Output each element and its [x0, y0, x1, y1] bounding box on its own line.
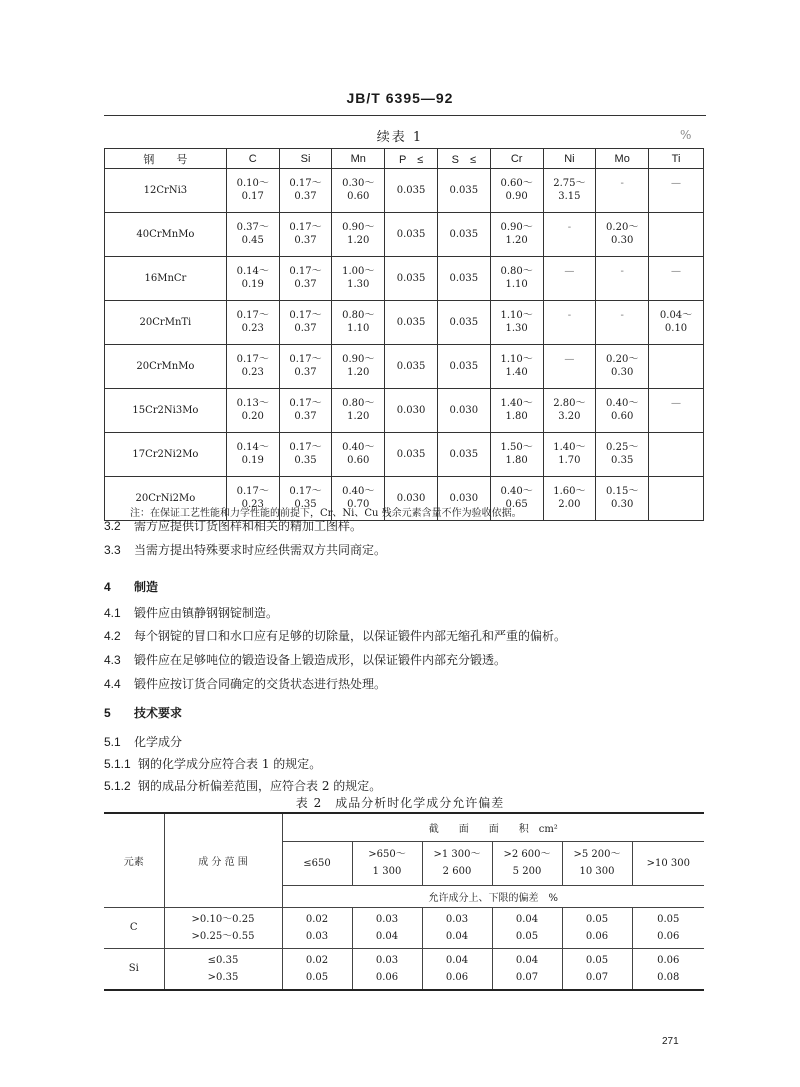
clause-text: 当需方提出特殊要求时应经供需双方共同商定。 [134, 543, 387, 557]
tolerance-values [352, 907, 422, 948]
table1-col-header: P ≤ [385, 149, 438, 169]
clause [104, 733, 182, 750]
value-ni-max [543, 234, 596, 257]
value-cr-max: 1.40 [490, 366, 543, 389]
value-mn-min: 0.80～ [332, 389, 385, 411]
value-mo-min: - [596, 301, 649, 323]
table1-col-header: Ti [649, 149, 704, 169]
value-ti-max [649, 234, 704, 257]
value-mn-max: 1.20 [332, 234, 385, 257]
area-range-header [422, 841, 492, 885]
value-p: 0.030 [385, 477, 438, 521]
value-si-min: 0.17～ [279, 169, 332, 191]
table1-col-header: Mn [332, 149, 385, 169]
value-s: 0.030 [437, 389, 490, 433]
value-ti-max [649, 498, 704, 521]
steel-grade: 12CrNi3 [105, 169, 227, 213]
value-cr-max: 0.90 [490, 190, 543, 213]
value-ni-min: - [543, 301, 596, 323]
value-ti-min: — [649, 257, 704, 279]
area-range-header [282, 841, 352, 885]
value-s: 0.030 [437, 477, 490, 521]
value-c-max: 0.23 [226, 498, 279, 521]
area-range-from: ≤650 [303, 857, 331, 869]
value-si-max: 0.37 [279, 322, 332, 345]
value-s: 0.035 [437, 301, 490, 345]
value-c-min: 0.37～ [226, 213, 279, 235]
value-c-min: 0.10～ [226, 169, 279, 191]
clause-number: 4.1 [104, 606, 121, 620]
value-si-max: 0.37 [279, 366, 332, 389]
tolerance-value: 0.04 [515, 954, 539, 966]
composition-ranges [164, 907, 282, 948]
value-ti-max [649, 190, 704, 213]
clause-text: 制造 [134, 580, 159, 594]
clause-text: 锻件应在足够吨位的锻造设备上锻造成形，以保证锻件内部充分锻透。 [134, 653, 507, 667]
table1-row [105, 389, 704, 411]
tolerance-value: 0.07 [515, 971, 539, 983]
composition-table [104, 148, 704, 521]
tolerance-row [104, 948, 704, 990]
tolerance-row [104, 907, 704, 948]
clause-number: 5.1.2 [104, 779, 131, 793]
area-range-to: 1 300 [372, 866, 402, 877]
value-si-min: 0.17～ [279, 389, 332, 411]
value-mn-max: 1.20 [332, 366, 385, 389]
table1-col-header: Mo [596, 149, 649, 169]
clause-number: 3.2 [104, 519, 121, 533]
value-cr-max: 1.80 [490, 454, 543, 477]
area-range-from: >10 300 [646, 857, 690, 869]
value-mo-max [596, 278, 649, 301]
steel-grade: 16MnCr [105, 257, 227, 301]
value-ni-min: 2.75～ [543, 169, 596, 191]
tolerance-values [632, 948, 704, 990]
tolerance-values [422, 907, 492, 948]
table1-row [105, 213, 704, 235]
area-range-from: >2 600～ [503, 849, 551, 860]
value-c-max: 0.19 [226, 278, 279, 301]
element-symbol: Si [104, 948, 164, 990]
value-ti-min: — [649, 389, 704, 411]
clause-text: 化学成分 [134, 735, 183, 749]
value-c-max: 0.23 [226, 366, 279, 389]
composition-range: >0.10～0.25 [191, 913, 255, 925]
value-si-min: 0.17～ [279, 433, 332, 455]
deviation-header: 允许成分上、下限的偏差 % [282, 885, 704, 907]
tolerance-value: 0.03 [305, 930, 329, 942]
value-si-max: 0.37 [279, 278, 332, 301]
value-c-min: 0.14～ [226, 257, 279, 279]
tolerance-value: 0.05 [585, 913, 609, 925]
tolerance-value: 0.06 [657, 930, 680, 942]
clause [104, 517, 362, 534]
value-s: 0.035 [437, 169, 490, 213]
value-mn-max: 1.30 [332, 278, 385, 301]
tolerance-values [492, 948, 562, 990]
tolerance-value: 0.04 [445, 954, 469, 966]
value-mn-max: 1.10 [332, 322, 385, 345]
value-si-min: 0.17～ [279, 477, 332, 499]
value-ti-min [649, 213, 704, 235]
value-si-max: 0.37 [279, 234, 332, 257]
element-header: 元素 [104, 813, 164, 907]
clause [104, 651, 506, 668]
tolerance-values [282, 948, 352, 990]
value-c-min: 0.17～ [226, 301, 279, 323]
value-c-max: 0.45 [226, 234, 279, 257]
value-cr-min: 1.10～ [490, 301, 543, 323]
tolerance-table [104, 812, 704, 991]
value-ti-min: 0.04～ [649, 301, 704, 323]
value-s: 0.035 [437, 433, 490, 477]
value-mo-max: 0.30 [596, 234, 649, 257]
value-p: 0.035 [385, 257, 438, 301]
value-s: 0.035 [437, 257, 490, 301]
table1-row [105, 301, 704, 323]
clause [104, 604, 278, 621]
value-cr-min: 1.50～ [490, 433, 543, 455]
tolerance-values [352, 948, 422, 990]
clause-number: 4 [104, 580, 111, 594]
clause [104, 675, 386, 692]
composition-ranges [164, 948, 282, 990]
value-ti-min [649, 345, 704, 367]
value-p: 0.035 [385, 345, 438, 389]
value-c-max: 0.17 [226, 190, 279, 213]
clause [104, 777, 381, 794]
value-si-max: 0.37 [279, 190, 332, 213]
tolerance-value: 0.03 [375, 954, 399, 966]
area-range-from: >650～ [368, 849, 406, 860]
clause-text: 钢的成品分析偏差范围，应符合表 2 的规定。 [138, 779, 382, 793]
clause-text: 技术要求 [134, 706, 183, 720]
value-mn-min: 0.30～ [332, 169, 385, 191]
composition-range: ≤0.35 [207, 954, 239, 966]
value-mo-min: 0.20～ [596, 345, 649, 367]
steel-grade: 40CrMnMo [105, 213, 227, 257]
tolerance-values [632, 907, 704, 948]
value-si-max: 0.35 [279, 454, 332, 477]
value-mn-min: 0.90～ [332, 213, 385, 235]
value-ti-min [649, 433, 704, 455]
value-c-min: 0.17～ [226, 477, 279, 499]
table1-row [105, 345, 704, 367]
value-cr-max: 1.30 [490, 322, 543, 345]
value-ti-min: — [649, 169, 704, 191]
tolerance-value: 0.06 [445, 971, 469, 983]
table1-row [105, 257, 704, 279]
clause-text: 锻件应按订货合同确定的交货状态进行热处理。 [134, 677, 387, 691]
tolerance-value: 0.08 [657, 971, 680, 983]
value-mo-min: 0.25～ [596, 433, 649, 455]
value-mo-min: 0.40～ [596, 389, 649, 411]
value-ni-min: 1.60～ [543, 477, 596, 499]
value-c-min: 0.17～ [226, 345, 279, 367]
range-header: 成 分 范 围 [164, 813, 282, 907]
table1-col-header: S ≤ [437, 149, 490, 169]
clause-text: 每个钢锭的冒口和水口应有足够的切除量，以保证锻件内部无缩孔和严重的偏析。 [134, 629, 567, 643]
value-mo-max [596, 190, 649, 213]
value-ni-max: 3.20 [543, 410, 596, 433]
value-ti-max [649, 454, 704, 477]
clause-number: 4.4 [104, 677, 121, 691]
steel-grade: 20CrMnMo [105, 345, 227, 389]
value-mo-max: 0.30 [596, 498, 649, 521]
tolerance-value: 0.04 [375, 930, 399, 942]
value-ni-max [543, 366, 596, 389]
area-range-header [352, 841, 422, 885]
value-ni-min: 2.80～ [543, 389, 596, 411]
value-mo-max: 0.60 [596, 410, 649, 433]
table1-row [105, 477, 704, 499]
tolerance-value: 0.06 [585, 930, 609, 942]
table1-unit: % [680, 128, 692, 142]
clause [104, 541, 386, 558]
steel-grade: 17Cr2Ni2Mo [105, 433, 227, 477]
table1-col-header: Si [279, 149, 332, 169]
clause-number: 4.2 [104, 629, 121, 643]
area-range-to: 2 600 [442, 866, 472, 877]
value-cr-max: 1.80 [490, 410, 543, 433]
value-mn-max: 1.20 [332, 410, 385, 433]
value-ni-max: 3.15 [543, 190, 596, 213]
value-c-min: 0.13～ [226, 389, 279, 411]
value-p: 0.035 [385, 213, 438, 257]
value-mo-min: 0.20～ [596, 213, 649, 235]
tolerance-values [492, 907, 562, 948]
value-cr-min: 0.90～ [490, 213, 543, 235]
value-mn-max: 0.60 [332, 454, 385, 477]
tolerance-value: 0.05 [585, 954, 609, 966]
value-c-max: 0.23 [226, 322, 279, 345]
value-si-min: 0.17～ [279, 345, 332, 367]
tolerance-value: 0.05 [515, 930, 539, 942]
clause-number: 5.1.1 [104, 757, 131, 771]
table1-note: 注：在保证工艺性能和力学性能的前提下，Cr、Ni、Cu 残余元素含量不作为验收依据。 [130, 508, 522, 519]
tolerance-values [562, 907, 632, 948]
tolerance-value: 0.06 [375, 971, 399, 983]
value-mn-max: 0.70 [332, 498, 385, 521]
value-mn-min: 0.90～ [332, 345, 385, 367]
tolerance-value: 0.03 [375, 913, 399, 925]
value-cr-min: 0.80～ [490, 257, 543, 279]
value-cr-min: 1.40～ [490, 389, 543, 411]
value-cr-min: 0.40～ [490, 477, 543, 499]
value-ni-min: 1.40～ [543, 433, 596, 455]
value-mn-min: 0.40～ [332, 433, 385, 455]
tolerance-value: 0.04 [515, 913, 539, 925]
value-ni-min: - [543, 213, 596, 235]
clause-number: 3.3 [104, 543, 121, 557]
value-cr-max: 1.20 [490, 234, 543, 257]
steel-grade: 20CrNi2Mo [105, 477, 227, 521]
value-mn-min: 0.80～ [332, 301, 385, 323]
standard-header: JB/T 6395—92 [346, 90, 454, 106]
value-ni-min: — [543, 257, 596, 279]
value-si-min: 0.17～ [279, 257, 332, 279]
value-c-max: 0.20 [226, 410, 279, 433]
clause [104, 704, 182, 721]
value-ti-min [649, 477, 704, 499]
value-mn-min: 0.40～ [332, 477, 385, 499]
area-range-to: 5 200 [512, 866, 542, 877]
clause-number: 5 [104, 706, 111, 720]
value-si-max: 0.37 [279, 410, 332, 433]
tolerance-value: 0.05 [305, 971, 329, 983]
value-cr-max: 1.10 [490, 278, 543, 301]
table1-col-header: 钢 号 [105, 149, 227, 169]
value-c-max: 0.19 [226, 454, 279, 477]
clause [104, 627, 566, 644]
clause [104, 755, 321, 772]
table1-title: 续表 1 [376, 130, 424, 145]
steel-grade: 15Cr2Ni3Mo [105, 389, 227, 433]
clause-text: 需方应提供订货图样和相关的精加工图样。 [134, 519, 363, 533]
value-mn-min: 1.00～ [332, 257, 385, 279]
value-ti-max [649, 278, 704, 301]
clause-number: 5.1 [104, 735, 121, 749]
value-p: 0.030 [385, 389, 438, 433]
value-si-min: 0.17～ [279, 301, 332, 323]
tolerance-values [282, 907, 352, 948]
element-symbol: C [104, 907, 164, 948]
clause-text: 锻件应由镇静钢钢锭制造。 [134, 606, 279, 620]
composition-range: >0.35 [207, 971, 239, 983]
clause [104, 578, 158, 595]
value-cr-min: 1.10～ [490, 345, 543, 367]
value-ni-max [543, 322, 596, 345]
area-range-from: >5 200～ [573, 849, 621, 860]
steel-grade: 20CrMnTi [105, 301, 227, 345]
value-mo-min: 0.15～ [596, 477, 649, 499]
value-mo-min: - [596, 169, 649, 191]
tolerance-value: 0.04 [445, 930, 469, 942]
value-si-min: 0.17～ [279, 213, 332, 235]
area-range-header [632, 841, 704, 885]
clause-number: 4.3 [104, 653, 121, 667]
composition-range: >0.25～0.55 [191, 930, 255, 942]
value-mo-max: 0.30 [596, 366, 649, 389]
clause-text: 钢的化学成分应符合表 1 的规定。 [138, 757, 322, 771]
value-ni-min: — [543, 345, 596, 367]
value-mo-max [596, 322, 649, 345]
value-ni-max: 1.70 [543, 454, 596, 477]
tolerance-value: 0.02 [305, 954, 329, 966]
value-ni-max: 2.00 [543, 498, 596, 521]
area-header: 截 面 面 积 cm² [282, 813, 704, 841]
area-range-to: 10 300 [579, 866, 615, 877]
value-p: 0.035 [385, 433, 438, 477]
value-mo-max: 0.35 [596, 454, 649, 477]
value-ti-max [649, 366, 704, 389]
tolerance-value: 0.07 [585, 971, 609, 983]
value-c-min: 0.14～ [226, 433, 279, 455]
area-range-header [492, 841, 562, 885]
value-p: 0.035 [385, 169, 438, 213]
value-ni-max [543, 278, 596, 301]
table2-title: 表 2 成品分析时化学成分允许偏差 [295, 796, 505, 810]
page-number: 271 [662, 1036, 679, 1047]
tolerance-value: 0.05 [657, 913, 680, 925]
value-si-max: 0.35 [279, 498, 332, 521]
value-cr-min: 0.60～ [490, 169, 543, 191]
value-mo-min: - [596, 257, 649, 279]
tolerance-value: 0.06 [657, 954, 680, 966]
table1-row [105, 169, 704, 191]
value-p: 0.035 [385, 301, 438, 345]
area-range-header [562, 841, 632, 885]
tolerance-values [422, 948, 492, 990]
tolerance-value: 0.03 [445, 913, 469, 925]
table1-col-header: Cr [490, 149, 543, 169]
value-s: 0.035 [437, 345, 490, 389]
area-range-from: >1 300～ [433, 849, 481, 860]
value-ti-max [649, 410, 704, 433]
value-ti-max: 0.10 [649, 322, 704, 345]
table1-col-header: C [226, 149, 279, 169]
header-rule [104, 115, 706, 116]
tolerance-value: 0.02 [305, 913, 329, 925]
table1-row [105, 433, 704, 455]
value-cr-max: 0.65 [490, 498, 543, 521]
value-s: 0.035 [437, 213, 490, 257]
tolerance-values [562, 948, 632, 990]
value-mn-max: 0.60 [332, 190, 385, 213]
table1-col-header: Ni [543, 149, 596, 169]
